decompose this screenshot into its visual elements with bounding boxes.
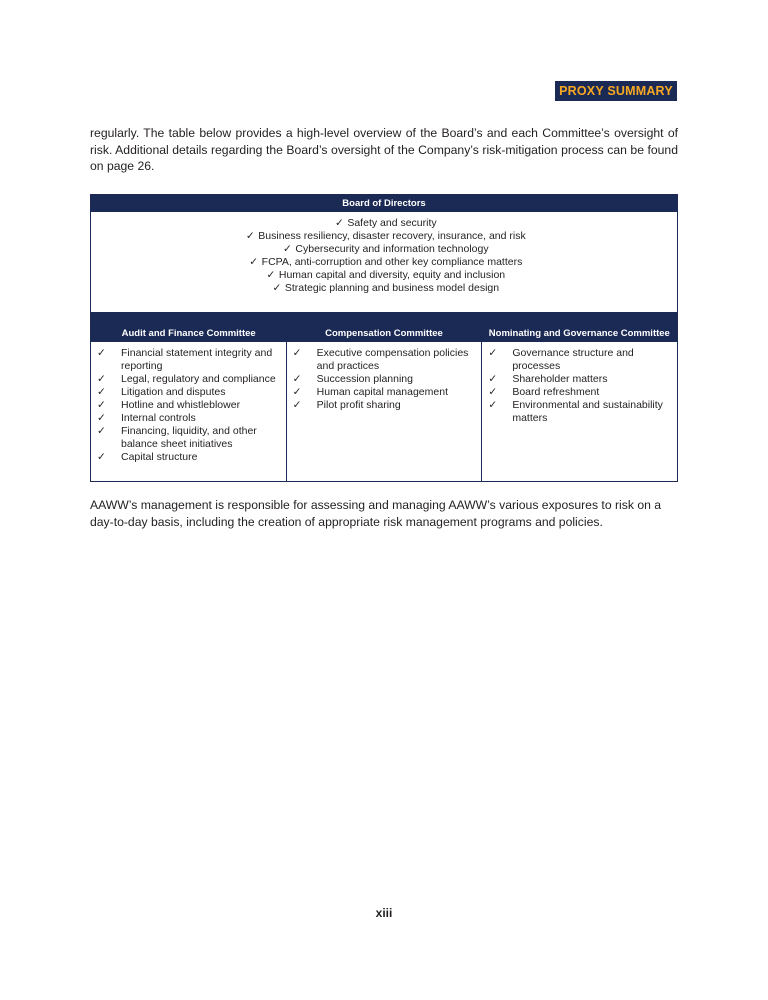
nominating-committee-items	[481, 342, 677, 481]
committee-item-text: Pilot profit sharing	[316, 399, 401, 411]
committee-item-text: Hotline and whistleblower	[121, 399, 241, 411]
section-badge: PROXY SUMMARY	[555, 81, 677, 101]
committee-item	[488, 399, 673, 425]
committee-item	[97, 451, 282, 464]
committee-item	[293, 373, 478, 386]
closing-paragraph: AAWW’s management is responsible for assessing and managing AAWW’s various exposures to risk on a day-to-day basis, including the creation of appropriate risk management programs and policies.	[90, 498, 662, 529]
board-items	[91, 212, 677, 312]
board-item-text: Safety and security	[347, 217, 437, 229]
board-item-text: Business resiliency, disaster recovery, insurance, and risk	[258, 230, 526, 242]
board-header: Board of Directors	[91, 195, 677, 212]
audit-committee-items	[91, 342, 286, 481]
check-icon: ✓	[334, 217, 344, 229]
committee-item-text: Executive compensation policies and practices	[316, 347, 469, 372]
committee-item	[293, 386, 478, 399]
committee-item-text: Succession planning	[316, 373, 413, 385]
committee-item-text: Governance structure and processes	[512, 347, 634, 372]
committee-item	[293, 399, 478, 412]
board-item	[91, 217, 677, 230]
committee-item	[97, 373, 282, 386]
compensation-committee-items	[286, 342, 482, 481]
committee-item-text: Board refreshment	[512, 386, 600, 398]
check-icon: ✓	[245, 230, 255, 242]
committee-item-text: Human capital management	[316, 386, 448, 398]
committee-item	[488, 386, 673, 399]
committee-item-text: Shareholder matters	[512, 373, 608, 385]
committee-item	[293, 347, 478, 373]
committee-item-text: Internal controls	[121, 412, 196, 424]
committee-item-text: Capital structure	[121, 451, 198, 463]
check-icon: ✓	[272, 282, 282, 294]
committee-item	[97, 399, 282, 412]
committee-item	[97, 386, 282, 399]
check-icon: ✓	[488, 373, 498, 385]
committee-item	[488, 347, 673, 373]
check-icon: ✓	[292, 386, 302, 398]
check-icon: ✓	[283, 243, 292, 255]
board-item	[91, 269, 677, 282]
committee-item-text: Financing, liquidity, and other balance sheet initiatives	[121, 425, 257, 450]
check-icon: ✓	[97, 347, 106, 359]
check-icon: ✓	[292, 373, 302, 385]
page-number: xiii	[375, 906, 393, 920]
board-item-text: Cybersecurity and information technology	[295, 243, 489, 255]
committee-item-text: Legal, regulatory and compliance	[121, 373, 276, 385]
nominating-committee-header: Nominating and Governance Committee	[488, 328, 670, 339]
check-icon: ✓	[97, 412, 106, 424]
committee-item	[488, 373, 673, 386]
board-item	[91, 282, 677, 295]
check-icon: ✓	[266, 269, 276, 281]
check-icon: ✓	[249, 256, 259, 268]
check-icon: ✓	[488, 399, 498, 411]
board-item	[91, 230, 677, 243]
committee-item	[97, 425, 282, 451]
board-item-text: FCPA, anti-corruption and other key compliance matters	[261, 256, 523, 268]
check-icon: ✓	[292, 347, 302, 359]
committee-item-text: Environmental and sustainability matters	[512, 399, 663, 424]
board-item-text: Strategic planning and business model design	[284, 282, 500, 294]
committee-header-row	[91, 312, 677, 342]
committee-item	[97, 412, 282, 425]
compensation-committee-header: Compensation Committee	[325, 328, 443, 339]
audit-committee-header: Audit and Finance Committee	[121, 328, 256, 339]
risk-oversight-table	[90, 194, 678, 482]
board-item-text: Human capital and diversity, equity and inclusion	[278, 269, 506, 281]
committee-item-text: Financial statement integrity and reporting	[121, 347, 273, 372]
check-icon: ✓	[488, 386, 498, 398]
check-icon: ✓	[292, 399, 302, 411]
check-icon: ✓	[97, 451, 106, 463]
check-icon: ✓	[97, 373, 106, 385]
intro-paragraph: regularly. The table below provides a high-level overview of the Board’s and each Committee’s oversight of risk. Additional details regarding the Board’s oversight of the Company’s risk-mitigation process can be found on page 26.	[90, 126, 678, 173]
board-item	[91, 256, 677, 269]
committee-item-text: Litigation and disputes	[121, 386, 226, 398]
board-item	[91, 243, 677, 256]
check-icon: ✓	[97, 425, 106, 437]
committee-body-row	[91, 342, 677, 481]
check-icon: ✓	[488, 347, 498, 359]
committee-item	[97, 347, 282, 373]
check-icon: ✓	[97, 386, 106, 398]
check-icon: ✓	[97, 399, 106, 411]
